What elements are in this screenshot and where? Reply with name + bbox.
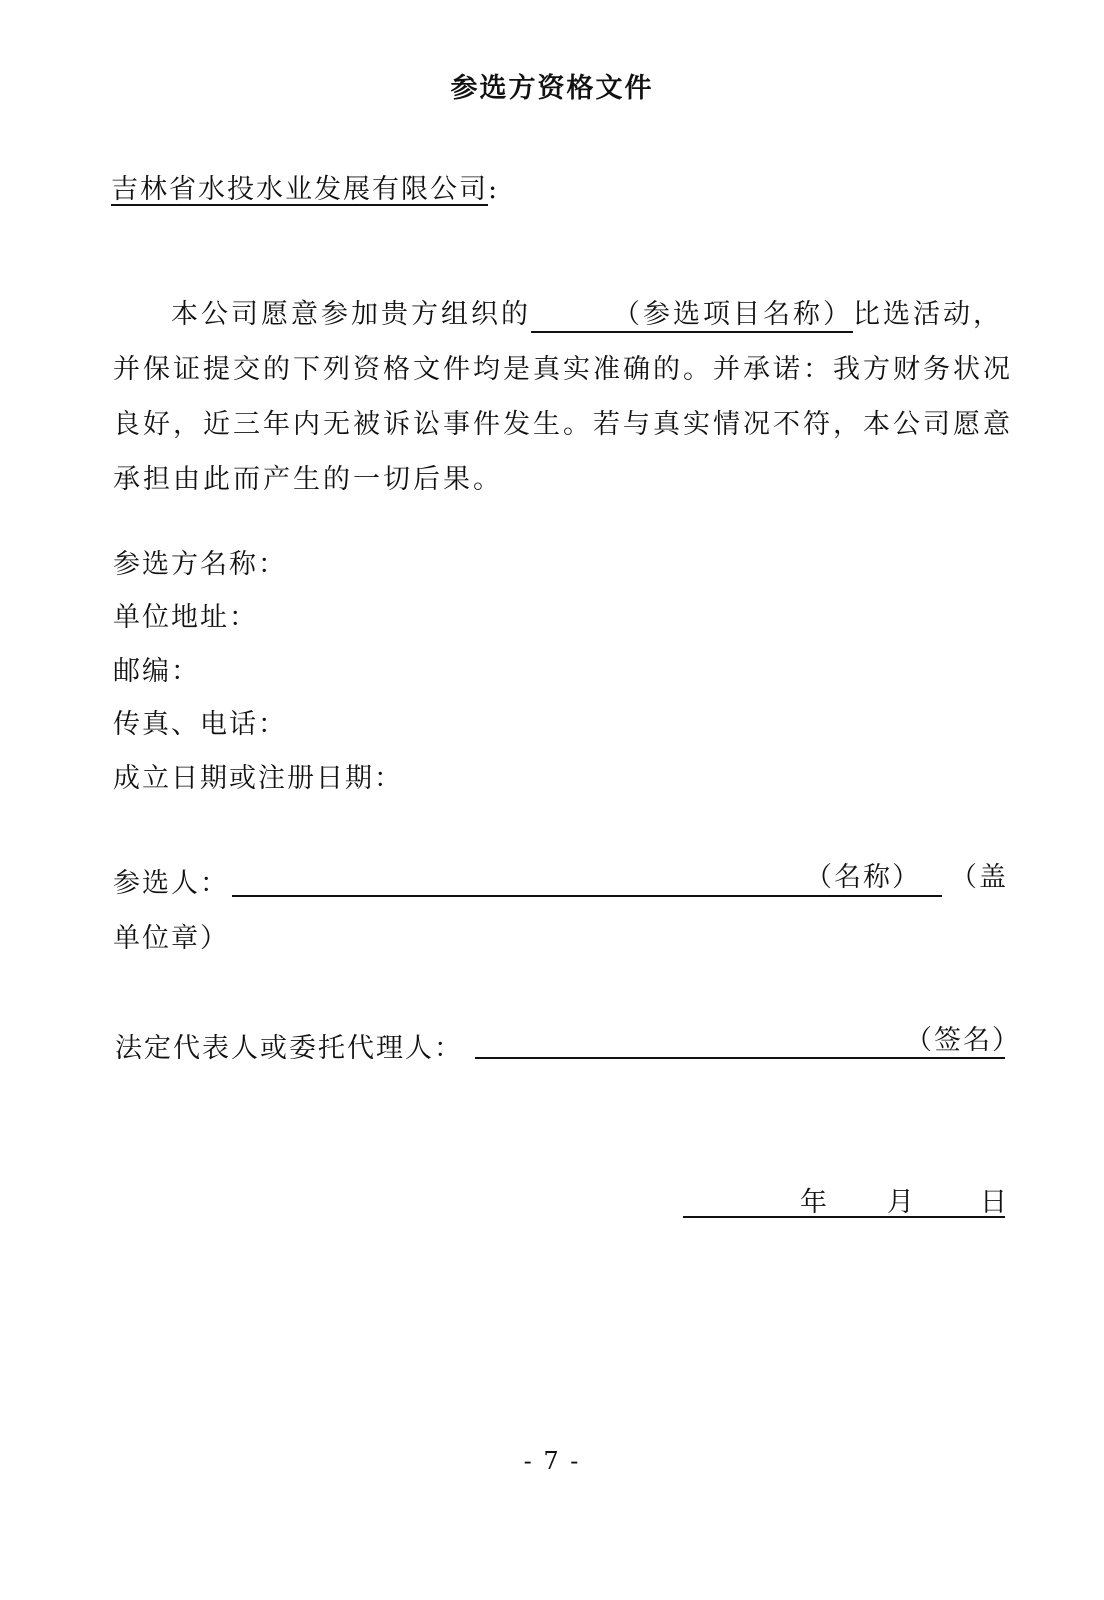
project-name-blank: （参选项目名称） xyxy=(531,299,853,333)
field-fax-phone: 传真、电话： xyxy=(113,709,287,740)
bidder-name-note: （名称） xyxy=(805,862,921,893)
date-month: 月 xyxy=(887,1187,916,1218)
representative-sign-note: （签名） xyxy=(905,1025,1021,1056)
bidder-label: 参选人： xyxy=(113,868,229,899)
declaration-paragraph xyxy=(113,287,1013,507)
date-day: 日 xyxy=(980,1187,1009,1218)
declaration-rest: 比选活动，并保证提交的下列资格文件均是真实准确的。并承诺：我方财务状况良好，近三年内无被诉讼事件发生。若与真实情况不符，本公司愿意承担由此而产生的一切后果。 xyxy=(113,299,1013,495)
date-year: 年 xyxy=(800,1187,829,1218)
field-bidder-name: 参选方名称： xyxy=(113,549,287,580)
bidder-seal-note-start: （盖 xyxy=(950,862,1008,893)
field-postcode: 邮编： xyxy=(113,656,200,687)
date-line xyxy=(683,1216,1005,1218)
recipient-colon: : xyxy=(488,174,500,205)
field-address: 单位地址： xyxy=(113,602,258,633)
representative-label: 法定代表人或委托代理人： xyxy=(115,1033,463,1064)
document-title: 参选方资格文件 xyxy=(450,73,654,104)
recipient-name: 吉林省水投水业发展有限公司 xyxy=(111,174,488,205)
bidder-signature-line xyxy=(232,895,942,897)
recipient-line xyxy=(111,176,499,203)
bidder-seal-note-end: 单位章） xyxy=(113,923,229,954)
representative-signature-line xyxy=(475,1057,1005,1059)
field-establish-date: 成立日期或注册日期： xyxy=(113,763,403,794)
page-number: - 7 - xyxy=(523,1447,581,1475)
declaration-intro: 本公司愿意参加贵方组织的 xyxy=(171,299,531,330)
